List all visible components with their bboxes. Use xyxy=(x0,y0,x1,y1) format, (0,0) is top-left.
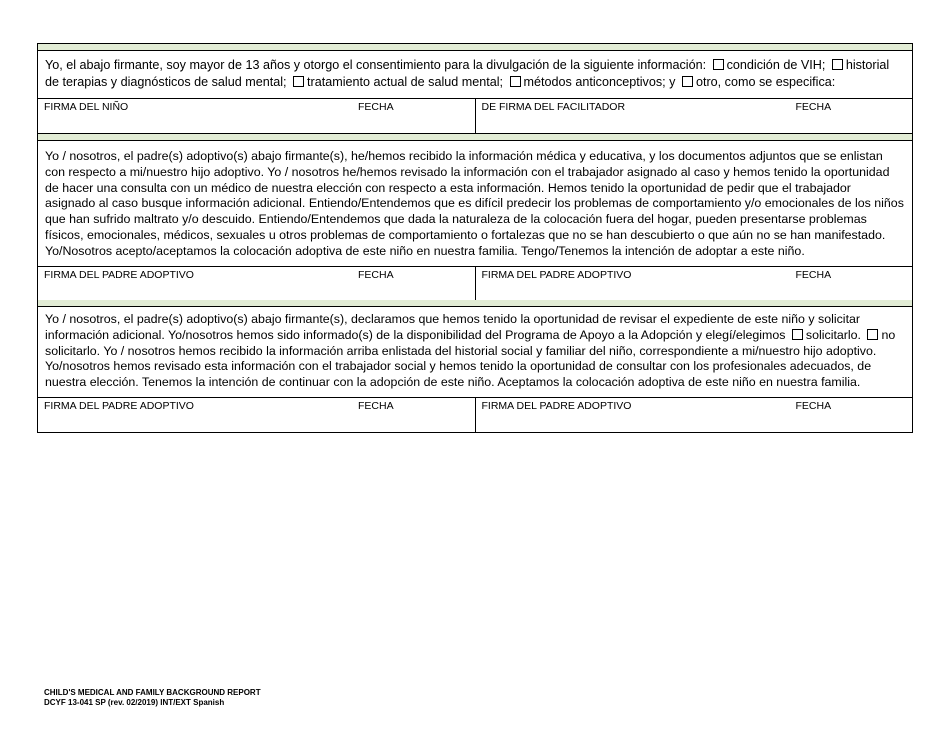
request-support-checkbox[interactable] xyxy=(792,329,803,340)
adoptive-parent-signature-field-1[interactable] xyxy=(38,267,475,300)
section-divider xyxy=(38,134,912,141)
adoptive-parent-date-label: FECHA xyxy=(795,400,832,412)
consent-section xyxy=(37,43,913,134)
adoptive-parent-date-label: FECHA xyxy=(358,269,394,281)
facilitator-signature-field[interactable] xyxy=(475,99,913,133)
signature-row xyxy=(38,266,912,300)
section-divider xyxy=(38,44,912,51)
adoptive-parent-signature-field-3[interactable] xyxy=(38,398,475,432)
contraceptives-label: métodos anticonceptivos; y xyxy=(523,75,676,89)
support-intro: Yo / nosotros, el padre(s) adoptivo(s) abajo firmante(s), declaramos que hemos tenido la oportunidad de revisar el expediente de este niño y solicitar información adicional. Yo/nosotros hemos sido informado(s) de la disponibilidad del Programa de Apoyo a la Adopción y elegí/elegimos xyxy=(45,312,861,342)
child-signature-label: FIRMA DEL NIÑO xyxy=(44,101,129,113)
hiv-label: condición de VIH; xyxy=(726,58,826,72)
request-support-label: solicitarlo. xyxy=(805,327,861,342)
other-label: otro, como se especifica: xyxy=(695,75,836,89)
form-footer xyxy=(44,688,261,708)
facilitator-signature-label: DE FIRMA DEL FACILITADOR xyxy=(481,101,626,113)
adoptive-parent-signature-label: FIRMA DEL PADRE ADOPTIVO xyxy=(481,400,632,412)
decline-support-label: no solicitarlo. xyxy=(45,327,896,358)
consent-intro: Yo, el abajo firmante, soy mayor de 13 años y otorgo el consentimiento para la divulgación de la siguiente información: xyxy=(45,58,707,72)
support-statement: Yo / nosotros hemos recibido la información arriba enlistada del historial social y familiar del niño, correspondiente a mi/nuestro hijo adoptivo. Yo/nosotros hemos revisado esta información con el trabajador social y hemos tenido la oportunidad de consultar con los profesionales adecuados, de nuestra elección. Tenemos la intención de continuar con la adopción de este niño. Aceptamos la colocación adoptiva de este niño en nuestra familia. xyxy=(45,343,877,390)
decline-support-checkbox[interactable] xyxy=(867,329,878,340)
adoptive-parent-signature-label: FIRMA DEL PADRE ADOPTIVO xyxy=(481,269,632,281)
adoptive-parent-date-label: FECHA xyxy=(795,269,832,281)
support-text xyxy=(38,307,912,391)
acceptance-text: Yo / nosotros, el padre(s) adoptivo(s) abajo firmante(s), he/hemos recibido la información médica y educativa, y los documentos adjuntos que se enlistan con respecto a mi/nuestro hijo adoptivo. Yo / nosotros he/hemos revisado la información con el trabajador asignado al caso y hemos tenido la oportunidad de hacer una consulta con un médico de nuestra elección con respecto a esta información. Hemos tenido la oportunidad de pedir que el trabajador asignado al caso busque información adicional. Entiendo/Entendemos que es difícil predecir los problemas de comportamiento y/o emocionales de los niños que han sufrido maltrato y/o descuido. Entiendo/Entendemos que dada la naturaleza de la colocación fuera del hogar, pueden presentarse problemas físicos, emocionales, médicos, sexuales u otros problemas de comportamiento o fortalezas que no se han descubierto o que aún no se han manifestado. Yo/Nosotros acepto/aceptamos la colocación adoptiva de este niño en nuestra familia. Tengo/Tenemos la intención de adoptar a este niño. xyxy=(45,149,904,258)
adoptive-parent-signature-label: FIRMA DEL PADRE ADOPTIVO xyxy=(44,400,194,412)
hiv-checkbox[interactable] xyxy=(713,59,724,70)
facilitator-date-label: FECHA xyxy=(795,101,832,113)
mental-health-history-checkbox[interactable] xyxy=(832,59,843,70)
mental-health-history-label: historial de terapias y diagnósticos de salud mental; xyxy=(45,58,890,89)
consent-text xyxy=(38,51,912,91)
treatment-checkbox[interactable] xyxy=(293,76,304,87)
adoptive-parent-signature-label: FIRMA DEL PADRE ADOPTIVO xyxy=(44,269,194,281)
adoptive-acceptance-section xyxy=(37,134,913,301)
adoptive-parent-date-label: FECHA xyxy=(358,400,394,412)
signature-row xyxy=(38,397,912,432)
form-title: CHILD'S MEDICAL AND FAMILY BACKGROUND REPORT xyxy=(44,688,261,697)
contraceptives-checkbox[interactable] xyxy=(510,76,521,87)
section-divider xyxy=(38,300,912,307)
adoptive-parent-signature-field-4[interactable] xyxy=(475,398,913,432)
treatment-label: tratamiento actual de salud mental; xyxy=(307,75,504,89)
other-checkbox[interactable] xyxy=(682,76,693,87)
signature-row xyxy=(38,98,912,133)
child-signature-field[interactable] xyxy=(38,99,475,133)
adoptive-parent-signature-field-2[interactable] xyxy=(475,267,913,300)
child-date-label: FECHA xyxy=(358,101,394,113)
adoption-support-section xyxy=(37,300,913,433)
form-number: DCYF 13-041 SP (rev. 02/2019) INT/EXT Spanish xyxy=(44,698,225,707)
